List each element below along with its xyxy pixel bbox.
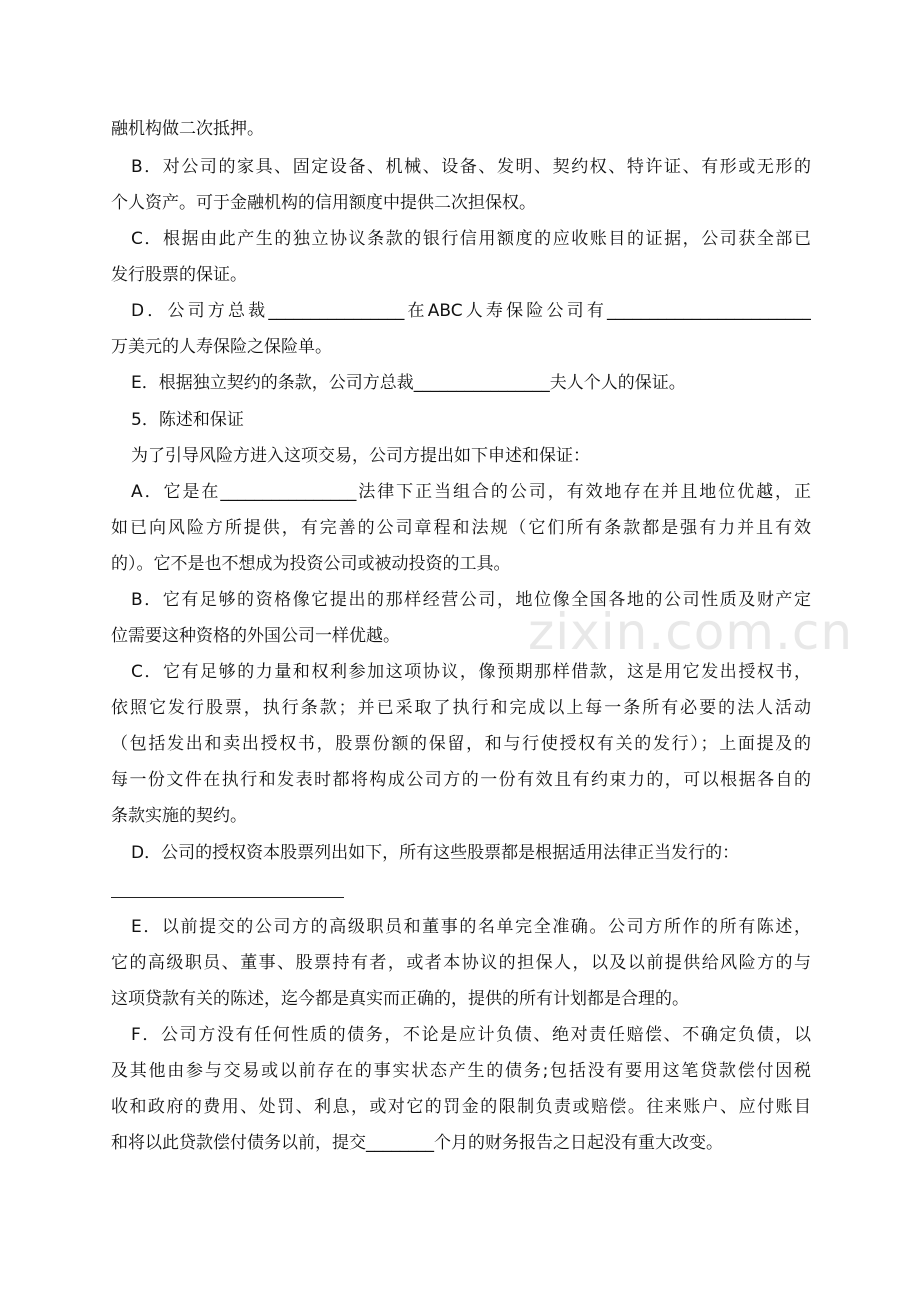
text-line: A．它是在________________法律下正当组合的公司，有效地存在并且地位优越，正	[131, 482, 811, 502]
text-line: 依照它发行股票，执行条款；并已采取了执行和完成以上每一条所有必要的法人活动	[111, 698, 811, 718]
blank-fill-line	[111, 897, 344, 898]
text-line: 为了引导风险方进入这项交易，公司方提出如下申述和保证：	[131, 446, 590, 466]
text-line: 个人资产。可于金融机构的信用额度中提供二次担保权。	[111, 193, 536, 213]
text-line: 这项贷款有关的陈述，迄今都是真实而正确的，提供的所有计划都是合理的。	[111, 989, 689, 1009]
text-line: （包括发出和卖出授权书，股票份额的保留，和与行使授权有关的发行）；上面提及的	[111, 734, 811, 754]
text-line: 融机构做二次抵押。	[111, 119, 264, 139]
text-line: B．对公司的家具、固定设备、机械、设备、发明、契约权、特许证、有形或无形的	[131, 157, 811, 177]
text-line: 如已向风险方所提供，有完善的公司章程和法规（它们所有条款都是强有力并且有效	[111, 518, 811, 538]
text-line: C．它有足够的力量和权利参加这项协议，像预期那样借款，这是用它发出授权书，	[131, 662, 811, 682]
text-line: 位需要这种资格的外国公司一样优越。	[111, 626, 400, 646]
text-line: 收和政府的费用、处罚、利息，或对它的罚金的限制负责或赔偿。往来账户、应付账目	[111, 1097, 811, 1117]
text-line: F．公司方没有任何性质的债务，不论是应计负债、绝对责任赔偿、不确定负债，以	[131, 1025, 811, 1045]
text-line: D．公司的授权资本股票列出如下，所有这些股票都是根据适用法律正当发行的：	[131, 843, 740, 863]
text-line: 万美元的人寿保险之保险单。	[111, 337, 332, 357]
text-line: 发行股票的保证。	[111, 265, 247, 285]
text-line: 每一份文件在执行和发表时都将构成公司方的一份有效且有约束力的，可以根据各自的	[111, 770, 811, 790]
text-line: 条款实施的契约。	[111, 806, 247, 826]
text-line: 它的高级职员、董事、股票持有者，或者本协议的担保人，以及以前提供给风险方的与	[111, 953, 811, 973]
text-line: B．它有足够的资格像它提出的那样经营公司，地位像全国各地的公司性质及财产定	[131, 590, 811, 610]
text-line: D．公司方总裁________________在ABC人寿保险公司有________________________	[131, 301, 811, 321]
watermark: zixin.com.cn	[528, 603, 854, 661]
text-line: E．以前提交的公司方的高级职员和董事的名单完全准确。公司方所作的所有陈述，	[131, 917, 811, 937]
text-line: E．根据独立契约的条款，公司方总裁________________夫人个人的保证。	[131, 373, 686, 393]
text-line: 和将以此贷款偿付债务以前，提交________个月的财务报告之日起没有重大改变。	[111, 1133, 723, 1153]
text-line: 的）。它不是也不想成为投资公司或被动投资的工具。	[111, 554, 511, 574]
text-line: 及其他由参与交易或以前存在的事实状态产生的债务;包括没有要用这笔贷款偿付因税	[111, 1061, 811, 1081]
text-line: C．根据由此产生的独立协议条款的银行信用额度的应收账目的证据，公司获全部已	[131, 229, 811, 249]
section-heading: 5．陈述和保证	[131, 410, 244, 430]
